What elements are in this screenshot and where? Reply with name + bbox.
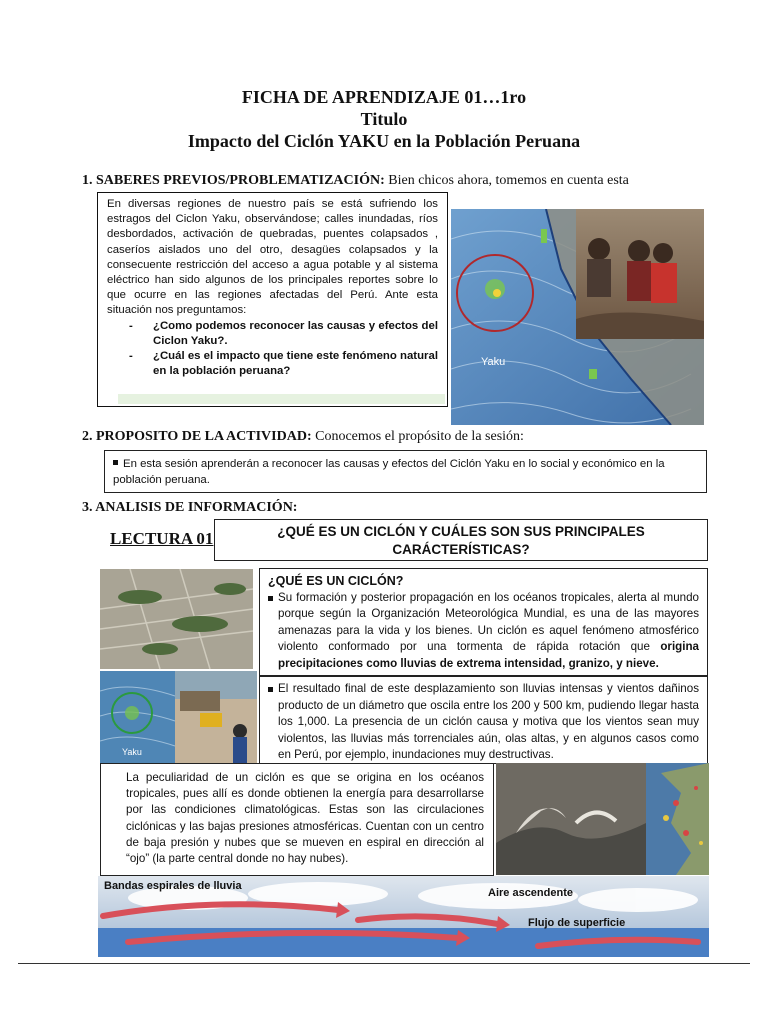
section2-intro: Conocemos el propósito de la sesión: bbox=[311, 429, 524, 444]
question-text: ¿Cuál es el impacto que tiene este fenómeno natural en la población peruana? bbox=[153, 350, 438, 378]
section1-heading-line bbox=[82, 173, 629, 189]
section3-heading: 3. ANALISIS DE INFORMACIÓN: bbox=[82, 500, 298, 515]
diagram-label-surface: Flujo de superficie bbox=[528, 917, 626, 929]
section1-heading: 1. SABERES PREVIOS/PROBLEMATIZACIÓN: bbox=[82, 173, 385, 188]
waves-satellite-collage bbox=[496, 763, 709, 875]
small-map-label: Yaku bbox=[122, 747, 142, 757]
question-dash: - bbox=[129, 350, 133, 363]
bullet-icon bbox=[113, 460, 118, 465]
section2-heading: 2. PROPOSITO DE LA ACTIVIDAD: bbox=[82, 429, 312, 444]
question-dash: - bbox=[129, 319, 133, 332]
lectura-label: LECTURA 01 bbox=[110, 529, 214, 548]
proposito-box bbox=[104, 450, 707, 493]
document-title: FICHA DE APRENDIZAJE 01…1ro bbox=[241, 87, 527, 107]
proposito-text: En esta sesión aprenderán a reconocer las causas y efectos del Ciclón Yaku en lo social y económico en la población peruana. bbox=[113, 458, 665, 486]
question-text: ¿Como podemos reconocer las causas y efectos del Ciclon Yaku?. bbox=[153, 319, 438, 347]
que-es-box bbox=[259, 568, 708, 676]
que-es-item bbox=[268, 590, 699, 673]
section2-heading-line bbox=[82, 429, 524, 445]
question-item bbox=[129, 319, 438, 349]
decorative-strip bbox=[118, 394, 445, 404]
bullet-icon bbox=[268, 596, 273, 601]
document-subtitle: Titulo bbox=[360, 109, 408, 129]
section3-heading-line bbox=[82, 500, 297, 516]
saberes-paragraph: En diversas regiones de nuestro país se está sufriendo los estragos del Ciclon Yaku, observándose; calles inundadas, ríos desbordados, activación de quebradas, puentes colapsados , caseríos aislados uno del otro, desagües colapsados y la consecuente restricción del acceso a agua potable y al sistema eléctrico han sido algunos de los principales reportes sobre lo que ocurre en las regiones afectadas del Perú. Ante esta situación nos preguntamos: bbox=[107, 198, 438, 317]
map-label: Yaku bbox=[481, 356, 506, 368]
que-es-bold: origina precipitaciones como lluvias de extrema intensidad, granizo, y nieve. bbox=[278, 640, 699, 670]
page-bottom-rule bbox=[18, 963, 750, 964]
resultado-box bbox=[259, 676, 708, 764]
question-item bbox=[129, 349, 438, 379]
que-es-heading: ¿QUÉ ES UN CICLÓN? bbox=[268, 574, 404, 588]
saberes-box bbox=[97, 192, 448, 407]
rescue-people bbox=[587, 238, 677, 303]
peculiaridad-text: La peculiaridad de un ciclón es que se origina en los océanos tropicales, pues allí es donde obtienen la energía para desarrollarse por las condiciones climatológicas. Estas son las circulaciones ciclónicas y las bajas presiones atmosféricas. Cuentan con un centro de baja presión y nubes que se mueven en espiral en dirección al “ojo” (la parte central donde no hay nubes). bbox=[126, 771, 484, 866]
peculiaridad-box bbox=[100, 763, 494, 876]
small-satellite-collage bbox=[100, 671, 257, 763]
question-title: ¿QUÉ ES UN CICLÓN Y CUÁLES SON SUS PRINCIPALES CARÁCTERÍSTICAS? bbox=[277, 524, 645, 557]
resultado-text: El resultado final de este desplazamiento son lluvias intensas y vientos dañinos producto de un diámetro que oscila entre los 200 y 500 km, pudiendo llegar hasta los 1,000. La presencia de un ciclón causa y motiva que los vientos sean muy violentos, las lluvias más torrenciales aún, olas altas, y en algunos casos como en Perú, por ejemplo, inundaciones muy destructivas. bbox=[278, 682, 699, 762]
aerial-flood-photo bbox=[100, 569, 253, 669]
diagram-label-rising: Aire ascendente bbox=[488, 887, 573, 899]
que-es-text: Su formación y posterior propagación en los océanos tropicales, alerta al mundo porque según la Organización Meteorológica Mundial, es una de las mayores amenazas para la vida y los bienes. Un ciclón es aquel fenómeno atmosférico violento conformado por una tormenta de rápida rotación que bbox=[278, 590, 699, 654]
cyclone-structure-diagram bbox=[98, 876, 709, 957]
bullet-icon bbox=[268, 687, 273, 692]
diagram-label-bands: Bandas espirales de lluvia bbox=[104, 880, 242, 892]
yaku-satellite-collage bbox=[451, 209, 704, 425]
section1-intro: Bien chicos ahora, tomemos en cuenta esta bbox=[384, 173, 629, 188]
document-topic: Impacto del Ciclón YAKU en la Población Peruana bbox=[187, 131, 581, 151]
title-block bbox=[0, 86, 768, 152]
question-title-box bbox=[214, 519, 708, 561]
resultado-item bbox=[268, 681, 699, 764]
